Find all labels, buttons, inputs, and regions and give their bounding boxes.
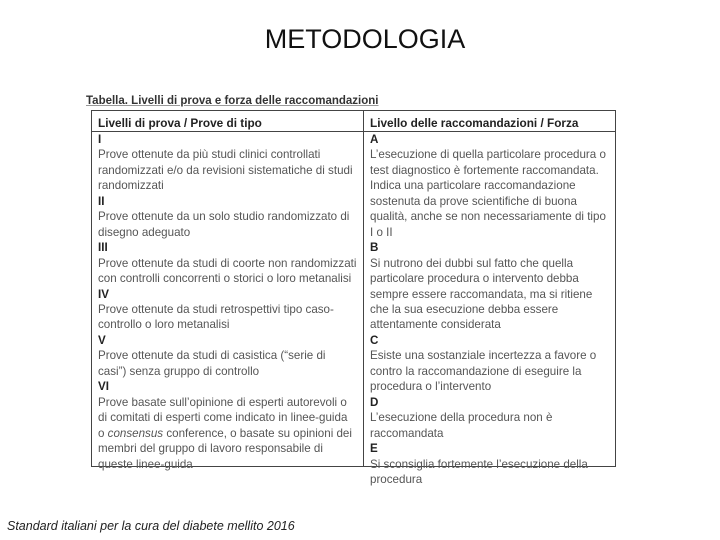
level-description-line: I o II (370, 225, 393, 239)
text-segment: o (98, 426, 108, 440)
level-label: III (98, 241, 108, 255)
level-description-line: test diagnostico è fortemente raccomandata. (370, 163, 599, 177)
level-description-line: membri del gruppo di lavoro responsabile di (98, 442, 323, 456)
level-description-line: L’esecuzione di quella particolare procedura o (370, 148, 606, 162)
level-description-line: Prove ottenute da più studi clinici controllati (98, 148, 321, 162)
column-header-strength: Livello delle raccomandazioni / Forza (364, 111, 615, 132)
level-description-line: randomizzati (98, 179, 164, 193)
level-description-line: raccomandata (370, 426, 444, 440)
level-description-line: Indica una particolare raccomandazione (370, 179, 576, 193)
slide-title: METODOLOGIA (264, 24, 466, 54)
level-description-line: contro la raccomandazione di eseguire la (370, 364, 582, 378)
level-description-line: Prove ottenute da studi retrospettivi tipo caso- (98, 302, 334, 316)
level-description-line: con controlli concorrenti o storici o loro metanalisi (98, 272, 352, 286)
level-label: E (370, 442, 378, 456)
level-description-line: Si nutrono dei dubbi sul fatto che quella (370, 256, 574, 270)
level-description-line: sempre essere raccomandata, ma si ritiene (370, 287, 593, 301)
level-description-line: procedura o l’intervento (370, 380, 492, 394)
recommendation-strength-column (364, 111, 615, 486)
level-description-line: casi”) senza gruppo di controllo (98, 364, 260, 378)
level-label: II (98, 194, 105, 208)
level-description-line: sostenuta da prove scientifiche di buona (370, 194, 577, 208)
level-description-line: qualità, anche se non necessariamente di tipo (370, 210, 606, 224)
level-description-line: queste linee-guida (98, 457, 193, 471)
column-header-evidence: Livelli di prova / Prove di tipo (92, 111, 363, 132)
text-segment: conference, o basate su opinioni dei (163, 426, 352, 440)
level-label: A (370, 133, 379, 146)
level-label: I (98, 133, 102, 146)
level-description-line: Prove basate sull’opinione di esperti autorevoli o (98, 395, 347, 409)
level-description-line: di comitati di esperti come indicato in linee-guida (98, 411, 348, 425)
text-segment: consensus (107, 426, 164, 440)
level-label: V (98, 333, 106, 347)
level-description-line: Prove ottenute da studi di coorte non randomizzati (98, 256, 357, 270)
recommendation-strength-body (364, 132, 615, 487)
level-description-line (98, 426, 363, 441)
evidence-levels-body (92, 132, 363, 472)
slide-footer-source: Standard italiani per la cura del diabete mellito 2016 (7, 519, 295, 533)
level-description-line: disegno adeguato (98, 225, 191, 239)
level-label: IV (98, 287, 109, 301)
evidence-levels-column (92, 111, 364, 471)
level-description-line: controllo o loro metanalisi (98, 318, 230, 332)
level-description-line: Si sconsiglia fortemente l’esecuzione della (370, 457, 588, 471)
level-description-line: Esiste una sostanziale incertezza a favore o (370, 349, 597, 363)
level-label: B (370, 241, 379, 255)
level-description-line: Prove ottenute da un solo studio randomizzato di (98, 210, 350, 224)
level-label: D (370, 395, 379, 409)
table-caption: Tabella. Livelli di prova e forza delle raccomandazioni (86, 95, 379, 107)
level-description-line: Prove ottenute da studi di casistica (“serie di (98, 349, 326, 363)
level-description-line: che la sua esecuzione debba essere (370, 302, 559, 316)
level-description-line: attentamente considerata (370, 318, 501, 332)
level-description-line: L’esecuzione della procedura non è (370, 411, 553, 425)
level-description-line: procedura (370, 472, 423, 486)
evidence-levels-table (91, 110, 616, 486)
level-description-line: particolare procedura o intervento debba (370, 272, 579, 286)
level-label: VI (98, 380, 109, 394)
level-label: C (370, 333, 379, 347)
level-description-line: randomizzati e/o da revisioni sistematiche di studi (98, 163, 353, 177)
